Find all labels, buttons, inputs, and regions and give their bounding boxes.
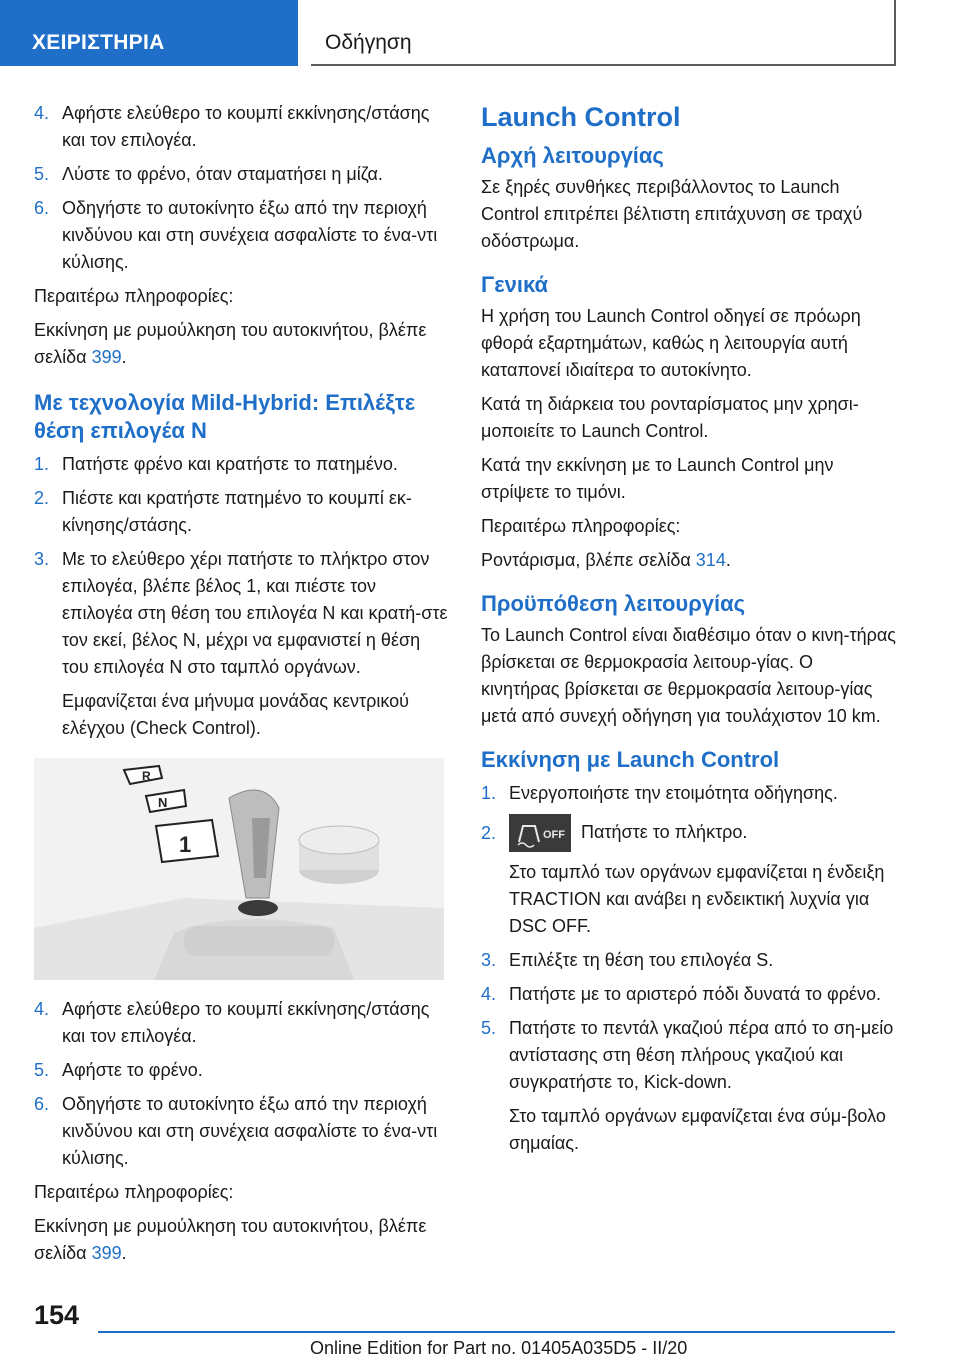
page-title: Launch Control <box>481 102 681 132</box>
general-paragraph: Κατά την εκκίνηση με το Launch Control μην στρίψετε το τιμόνι. <box>481 455 834 502</box>
more-info-label: Περαιτέρω πληροφορίες: <box>481 516 681 536</box>
cross-reference: Ροντάρισμα, βλέπε σελίδα 314. <box>481 550 731 570</box>
subsection-header <box>311 0 896 66</box>
dsc-off-label: OFF <box>543 829 565 841</box>
page-link[interactable]: 314 <box>695 550 726 570</box>
page-number: 154 <box>34 1300 80 1330</box>
step: 3. Με το ελεύθερο χέρι πατήστε το πλήκτρο στον επιλογέα, βλέπε βέλος 1, και πιέστε τον επιλογέα στη θέση του επιλογέα N και κρατή-στε τον εκεί, βέλος N, μέχρι να εμφανιστεί η θέση του επιλογέα N στο ταμπλό οργάνων. <box>34 549 448 677</box>
figure-label-1: 1 <box>179 832 192 857</box>
section-heading-principle: Αρχή λειτουργίας <box>481 143 664 168</box>
step: 5. Αφήστε το φρένο. <box>34 1060 203 1080</box>
step: 6. Οδηγήστε το αυτοκίνητο έξω από την περιοχή κινδύνου και στη συνέχεια ασφαλίστε το ένα-ντι κύλισης. <box>34 1094 438 1168</box>
step: 4. Αφήστε ελεύθερο το κουμπί εκκίνησης/στάσης και τον επιλογέα. <box>34 999 430 1046</box>
figure-label-n: N <box>158 795 168 810</box>
footer-divider <box>98 1331 895 1333</box>
more-info-label: Περαιτέρω πληροφορίες: <box>34 286 234 306</box>
step-note: Στο ταμπλό των οργάνων εμφανίζεται η ένδειξη TRACTION και ανάβει η ενδεικτική λυχνία για DSC OFF. <box>509 862 885 936</box>
gear-selector-illustration <box>34 758 444 980</box>
page-link[interactable]: 399 <box>91 347 122 367</box>
dsc-off-button-icon <box>509 814 571 852</box>
check-control-note: Εμφανίζεται ένα μήνυμα μονάδας κεντρικού ελέγχου (Check Control). <box>62 691 410 738</box>
gear-selector-figure <box>34 758 444 980</box>
step: 2. Πιέστε και κρατήστε πατημένο το κουμπί εκ-κίνησης/στάσης. <box>34 488 412 535</box>
step: 3. Επιλέξτε τη θέση του επιλογέα S. <box>481 950 774 970</box>
section-heading-mild-hybrid: Με τεχνολογία Mild-Hybrid: Επιλέξτε θέση επιλογέα N <box>34 390 416 443</box>
left-column <box>34 100 449 1274</box>
principle-text: Σε ξηρές συνθήκες περιβάλλοντος το Launch Control επιτρέπει βέλτιστη επιτάχυνση σε τραχύ οδόστρωμα. <box>481 177 863 251</box>
cross-reference: Εκκίνηση με ρυμούλκηση του αυτοκινήτου, βλέπε σελίδα 399. <box>34 1216 427 1263</box>
step-note: Στο ταμπλό οργάνων εμφανίζεται ένα σύμ-βολο σημαίας. <box>509 1106 886 1153</box>
page-link[interactable]: 399 <box>91 1243 122 1263</box>
section-title: ΧΕΙΡΙΣΤΗΡΙΑ <box>32 31 165 54</box>
section-tab <box>0 0 298 66</box>
right-column <box>481 100 896 1164</box>
edition-note: Online Edition for Part no. 01405A035D5 - II/20 <box>310 1338 688 1358</box>
section-heading-general: Γενικά <box>481 272 549 297</box>
step: 5. Πατήστε το πεντάλ γκαζιού πέρα από το ση-μείο αντίστασης στη θέση πλήρους γκαζιού και συγκρατήστε το, Kick-down. <box>481 1018 894 1092</box>
step: 2. OFF Πατήστε το πλήκτρο. <box>481 814 896 852</box>
cross-reference: Εκκίνηση με ρυμούλκηση του αυτοκινήτου, βλέπε σελίδα 399. <box>34 320 427 367</box>
step: 6. Οδηγήστε το αυτοκίνητο έξω από την περιοχή κινδύνου και στη συνέχεια ασφαλίστε το ένα-ντι κύλισης. <box>34 198 438 272</box>
step: 1. Ενεργοποιήστε την ετοιμότητα οδήγησης. <box>481 783 838 803</box>
step: 4. Αφήστε ελεύθερο το κουμπί εκκίνησης/στάσης και τον επιλογέα. <box>34 103 430 150</box>
section-heading-prerequisite: Προϋπόθεση λειτουργίας <box>481 591 746 616</box>
subsection-title: Οδήγηση <box>325 31 412 54</box>
step: 4. Πατήστε με το αριστερό πόδι δυνατά το φρένο. <box>481 984 881 1004</box>
figure-label-r: R <box>142 769 151 783</box>
general-paragraph: Η χρήση του Launch Control οδηγεί σε πρόωρη φθορά εξαρτημάτων, καθώς η λειτουργία αυτή καταπονεί ιδιαίτερα το αυτοκίνητο. <box>481 306 861 380</box>
section-heading-start: Εκκίνηση με Launch Control <box>481 747 780 772</box>
more-info-label: Περαιτέρω πληροφορίες: <box>34 1182 234 1202</box>
prerequisite-text: Το Launch Control είναι διαθέσιμο όταν ο κινη-τήρας βρίσκεται σε θερμοκρασία λειτουρ-γίας. Ο κινητήρας βρίσκεται σε θερμοκρασία λειτουρ-γίας μετά από συνεχή οδήγηση για τουλάχιστον 10 km. <box>481 625 896 726</box>
step: 1. Πατήστε φρένο και κρατήστε το πατημένο. <box>34 454 398 474</box>
step: 5. Λύστε το φρένο, όταν σταματήσει η μίζα. <box>34 164 383 184</box>
general-paragraph: Κατά τη διάρκεια του ρονταρίσματος μην χρησι-μοποιείτε το Launch Control. <box>481 394 859 441</box>
